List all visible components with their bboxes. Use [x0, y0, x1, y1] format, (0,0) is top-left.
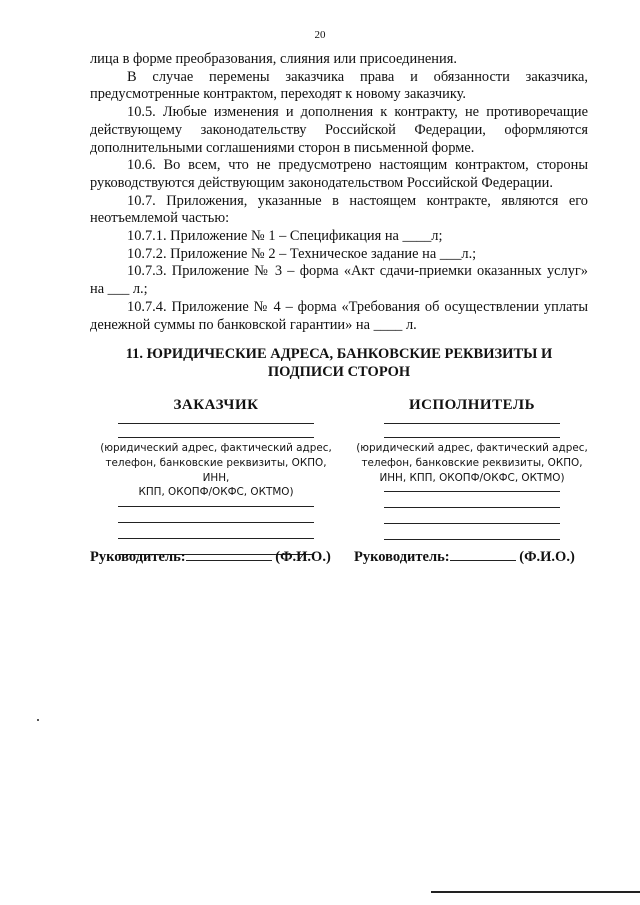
blank-line [118, 538, 314, 539]
scan-speck [37, 719, 39, 721]
section-title-line: 11. ЮРИДИЧЕСКИЕ АДРЕСА, БАНКОВСКИЕ РЕКВИЗИТЫ И [125, 346, 553, 362]
appendix-item-3: 10.7.3. Приложение № 3 – форма «Акт сдачи-приемки оказанных услуг» на ___ л.; [90, 263, 588, 298]
contractor-requisites-caption [354, 441, 590, 485]
blank-line [384, 523, 560, 524]
customer-heading: ЗАКАЗЧИК [173, 397, 259, 413]
blank-line [384, 437, 560, 438]
signature-label: Руководитель: [354, 549, 450, 565]
appendix-item-1: 10.7.1. Приложение № 1 – Спецификация на ____л; [127, 228, 443, 245]
customer-signature-line [90, 549, 331, 566]
contractor-block [354, 395, 590, 540]
footer-rule [431, 891, 640, 893]
blank-line [384, 539, 560, 540]
caption-line: телефон, банковские реквизиты, ОКПО, ИНН, [105, 456, 327, 484]
signature-blank [186, 560, 272, 561]
customer-requisites-caption [98, 441, 334, 500]
caption-line: (юридический адрес, фактический адрес, [100, 442, 332, 454]
contract-body [90, 51, 588, 334]
customer-block [98, 395, 334, 555]
paragraph: В случае перемены заказчика права и обязанности заказчика, предусмотренные контрактом, переходят к новому заказчику. [90, 68, 588, 103]
caption-line: (юридический адрес, фактический адрес, [356, 442, 588, 454]
signature-fio: (Ф.И.О.) [275, 549, 331, 565]
contractor-heading: ИСПОЛНИТЕЛЬ [408, 397, 535, 413]
blank-line [118, 423, 314, 424]
paragraph-10-7: 10.7. Приложения, указанные в настоящем контракте, являются его неотъемлемой частью: [90, 192, 588, 227]
paragraph-10-6: 10.6. Во всем, что не предусмотрено настоящим контрактом, стороны руководствуются действующим законодательством Российской Федерации. [90, 157, 588, 191]
caption-line: КПП, ОКОПФ/ОКФС, ОКТМО) [138, 486, 294, 499]
page-number: 20 [314, 29, 326, 41]
caption-line: ИНН, КПП, ОКОПФ/ОКФС, ОКТМО) [379, 471, 565, 484]
blank-line [118, 506, 314, 507]
signature-label: Руководитель: [90, 549, 186, 565]
signature-fio: (Ф.И.О.) [519, 549, 575, 565]
paragraph: лица в форме преобразования, слияния или присоединения. [90, 51, 457, 67]
blank-line [384, 507, 560, 508]
paragraph-10-5: 10.5. Любые изменения и дополнения к контракту, не противоречащие действующему законодательству Российской Федерации, оформляются дополнительными соглашениями сторон в письменной форме. [90, 104, 588, 156]
blank-line [384, 491, 560, 492]
blank-line [118, 437, 314, 438]
blank-line [384, 423, 560, 424]
blank-line [118, 522, 314, 523]
appendix-item-2: 10.7.2. Приложение № 2 – Техническое задание на ___л.; [127, 245, 477, 262]
section-title-line: ПОДПИСИ СТОРОН [267, 364, 411, 380]
appendix-item-4: 10.7.4. Приложение № 4 – форма «Требования об осуществлении уплаты денежной суммы по банковской гарантии» на ____ л. [90, 298, 588, 333]
signature-blank [450, 560, 516, 561]
caption-line: телефон, банковские реквизиты, ОКПО, [361, 456, 583, 469]
section-title [90, 345, 588, 381]
contractor-signature-line [354, 549, 575, 566]
